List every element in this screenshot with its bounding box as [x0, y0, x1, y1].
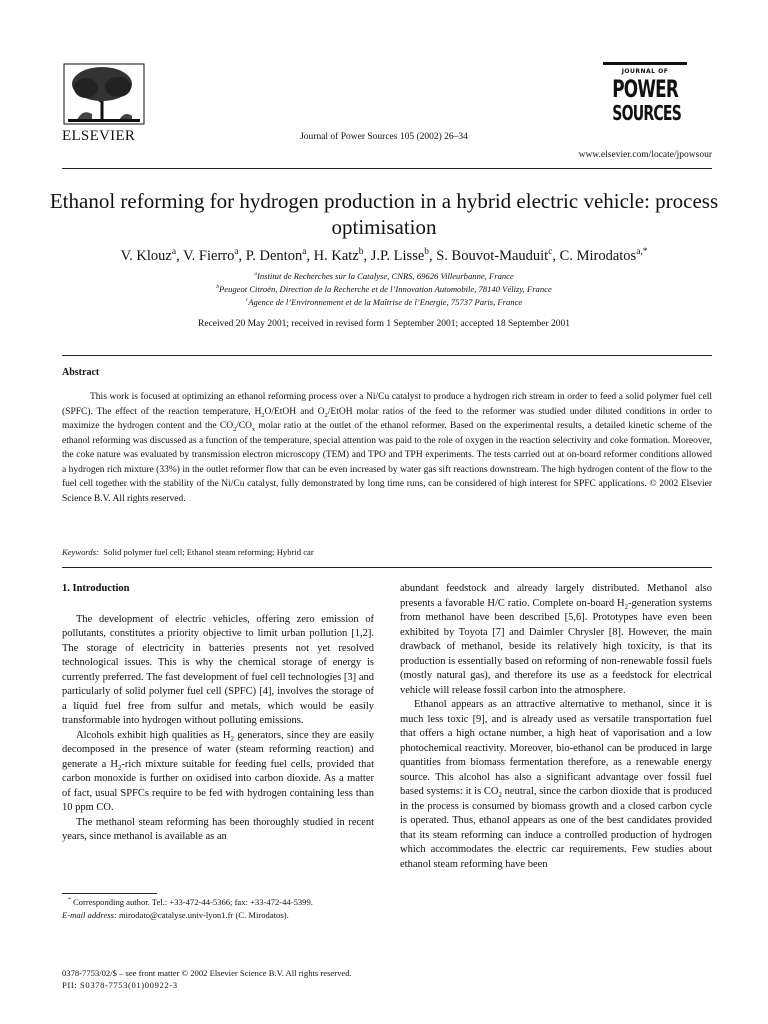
author-list: V. Klouz$^a$, V. Fierro$^a$, P. Denton$^a$, H. Katz$^b$, J.P. Lisse$^b$, S. Bouvot-Mauduit$^c$, C. Mirodatos$^{a,*}$ [120, 247, 648, 264]
author-affiliation-mark: a [171, 247, 177, 258]
abstract-heading: Abstract [62, 367, 100, 378]
abstract-divider [62, 355, 712, 356]
author-name: V. Klouz [120, 248, 172, 264]
paper-title: Ethanol reforming for hydrogen production in a hybrid electric vehicle: process optimisation [49, 189, 719, 239]
author-name: P. Denton [245, 248, 303, 264]
intro-paragraph-1: The development of electric vehicles, offering zero emission of pollutants, constitutes a priority objective to limit urban pollution [1,2]. The storage of electricity in batteries presents not yet resolved technological issues. This is why the chemical storage of energy is currently preferred. The fast development of fuel cell technologies [3] and particularly of solid polymer fuel cell (SPFC) [4], involves the storage of a liquid fuel free from sulfur and metals, which would be easily transformable into hydrogen without polluting emissions. [62, 613, 374, 726]
publisher-name: ELSEVIER [62, 128, 136, 144]
corresponding-author-note: * Corresponding author. Tel.: +33-472-44-5366; fax: +33-472-44-5399. [68, 897, 313, 907]
journal-logo [603, 62, 687, 137]
author-affiliation-mark: a [234, 247, 239, 258]
author-name: V. Fierro [183, 248, 235, 264]
author-name: C. Mirodatos [559, 248, 637, 264]
abstract-text: This work is focused at optimizing an ethanol reforming process over a Ni/Cu catalyst to produce a hydrogen rich stream in order to feed a solid polymer fuel cell (SPFC). The effect of the reaction temperature, $H_2O$/EtOH and $O_2$/EtOH molar ratios of the feed to the reformer was studied under diluted conditions in order to maximize the hydrogen content and the $CO_2/CO_x$ molar ratio at the outlet of the ethanol reformer. Based on the experimental results, a detailed kinetic scheme of the ethanol reforming was discussed as a function of the temperature, special attention was paid to the role of oxygen in the reaction selectivity and coke formation. Moreover, the coke nature was evaluated by transmission electron microscopy (TEM) and TPO and TPH experiments. The tests carried out at on-board reformer conditions allowed a hydrogen rich mixture (33%) in the outlet reformer flow that can be even increased by water gas sift reactions downstream. The high hydrogen content of the flow to the fuel cell together with the stability of the Ni/Cu catalyst, fully demonstrated by long time runs, can be considered of high interest for SPFC applications. © 2002 Elsevier Science B.V. All rights reserved. [62, 392, 713, 504]
copyright-line: 0378-7753/02/$ – see front matter © 2002 Elsevier Science B.V. All rights reserved. [62, 968, 352, 978]
author-affiliation-mark: b [358, 247, 364, 258]
email-label: E-mail address: [62, 909, 117, 920]
author-affiliation-mark: a [302, 247, 307, 258]
left-column [62, 582, 374, 845]
intro-paragraph-3: The methanol steam reforming has been thoroughly studied in recent years, since methanol is available as an [62, 816, 374, 842]
section-heading: 1. Introduction [62, 583, 130, 594]
author-affiliation-mark: a,* [636, 247, 648, 258]
intro-paragraph-4: Ethanol appears as an attractive alternative to methanol, since it is much less toxic [9], and is already used as versatile transportation fuel that offers a high octane number, a high heat of vaporisation and a low photochemical reactivity. Moreover, bio-ethanol can be produced in large quantities from biomass fermentation therefore, as a renewable energy source. This alcohol has also a significant advantage over fossil fuel based systems: it is $CO_2$ neutral, since the carbon dioxide that is produced in the process is consumed by biomass growth and a closed carbon cycle is operated. Thus, ethanol appears as one of the best candidates provided that its steam reforming can induce a controlled production of hydrogen which accommodates the electric car requirements. Few studies about ethanol steam reforming have been [400, 699, 712, 870]
affiliation-a: $^a$Institut de Recherches sur la Catalyse, CNRS, 69626 Villeurbanne, France [254, 271, 514, 281]
journal-logo-line1: JOURNAL OF [621, 68, 669, 75]
email-address[interactable]: mirodato@catalyse.univ-lyon1.fr (C. Mirodatos). [118, 909, 289, 920]
author-name: J.P. Lisse [370, 248, 425, 264]
intro-paragraph-3-cont: abundant feedstock and already largely distributed. Methanol also presents a favorable H/C ratio. Complete on-board $H_2$-generation systems from methanol have been described [5,6]. Prototypes have even been exhibited by Toyota [7] and Daimler Chrysler [8]. However, the main drawback of methanol, beside its relatively high toxicity, is that its production is essentially based on reforming of non-renewable fossil fuels (mostly natural gas), and therefore its use as a feedstock for electrical vehicle will release fossil carbon into the atmosphere. [400, 583, 712, 696]
header-divider [62, 168, 712, 169]
author-affiliation-mark: c [548, 247, 553, 258]
elsevier-tree-icon [62, 62, 146, 126]
keywords-divider [62, 567, 712, 568]
pii-line: PII: S0378-7753(01)00922-3 [62, 980, 178, 990]
received-dates: Received 20 May 2001; received in revised form 1 September 2001; accepted 18 September 2001 [198, 319, 570, 329]
journal-logo-line3: SOURCES [612, 101, 682, 125]
affiliation-b: $^b$Peugeot Citroën, Direction de la Recherche et de l’Innovation Automobile, 78140 Vélizy, France [216, 284, 552, 294]
author-affiliation-mark: b [424, 247, 429, 258]
footnote-divider [62, 893, 157, 894]
journal-url[interactable]: www.elsevier.com/locate/jpowsour [578, 150, 712, 160]
intro-paragraph-2: Alcohols exhibit high qualities as $H_2$ generators, since they are easily decomposed in the presence of water (steam reforming reaction) and generate a $H_2$-rich mixture suitable for feeding fuel cells, provided that carbon monoxide is further on oxidised into carbon dioxide. As a matter of fact, usual SPFCs require to be fed with hydrogen containing less than 10 ppm CO. [62, 729, 374, 813]
footnote [62, 896, 377, 921]
author-name: H. Katz [313, 248, 359, 264]
journal-logo-line2: POWER [612, 75, 679, 103]
affiliation-c: $^c$Agence de l’Environnement et de la Maîtrise de l’Energie, 75737 Paris, France [245, 297, 523, 307]
keywords: Keywords: Solid polymer fuel cell; Ethanol steam reforming; Hybrid car [62, 547, 314, 557]
journal-reference: Journal of Power Sources 105 (2002) 26–34 [300, 132, 468, 142]
author-name: S. Bouvot-Mauduit [436, 248, 549, 264]
right-column [400, 582, 712, 872]
